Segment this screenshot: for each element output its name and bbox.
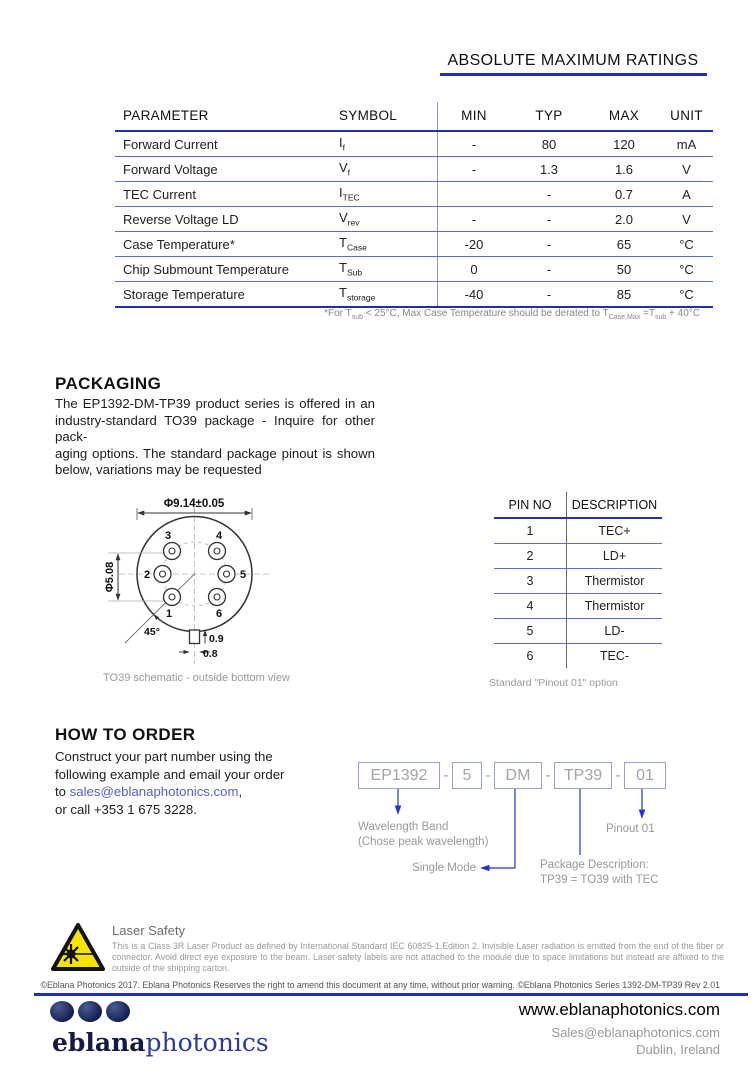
cell-parameter: Storage Temperature	[115, 282, 335, 308]
table-row	[115, 232, 713, 257]
title-underline	[440, 73, 707, 76]
order-line: Construct your part number using the	[55, 749, 273, 764]
table-row	[115, 131, 713, 157]
schematic-caption: TO39 schematic - outside bottom view	[103, 672, 290, 684]
cell-typ: -	[510, 257, 588, 282]
col-parameter: PARAMETER	[115, 102, 335, 131]
cell-max: 2.0	[588, 207, 660, 232]
cell-desc: Thermistor	[567, 594, 663, 619]
sales-email-link[interactable]: sales@eblanaphotonics.com	[69, 784, 239, 799]
cell-typ: 1.3	[510, 157, 588, 182]
cell-parameter: Chip Submount Temperature	[115, 257, 335, 282]
cell-max: 85	[588, 282, 660, 308]
footer-location: Dublin, Ireland	[636, 1042, 720, 1057]
cell-typ: 80	[510, 131, 588, 157]
logo-text-photonics: photonics	[145, 1028, 269, 1057]
table-row	[494, 594, 662, 619]
cell-min: -	[438, 157, 511, 182]
cell-pin: 3	[494, 569, 567, 594]
dim-outer-diameter: Φ9.14±0.05	[163, 498, 225, 510]
cell-min: -20	[438, 232, 511, 257]
col-symbol: SYMBOL	[335, 102, 438, 131]
dim-tab-width: 0.8	[203, 648, 218, 660]
part-number-diagram	[340, 750, 750, 905]
col-description: DESCRIPTION	[567, 492, 663, 518]
logo-dot-icon	[50, 1001, 74, 1022]
footer-website: www.eblanaphotonics.com	[518, 1000, 720, 1019]
part-segment-package: TP39	[554, 762, 612, 789]
part-dash: -	[545, 767, 551, 784]
eblana-logo-wordmark	[52, 1028, 269, 1057]
to39-schematic-diagram	[95, 486, 395, 686]
col-min: MIN	[438, 102, 511, 131]
table-row	[494, 544, 662, 569]
cell-symbol: $T_{Sub}$	[335, 257, 438, 282]
table-row	[115, 257, 713, 282]
cell-max: 0.7	[588, 182, 660, 207]
footer-contact-block	[519, 1000, 720, 1058]
pin-number: 6	[215, 608, 223, 620]
packaging-line: aging options. The standard package pinout is shown	[55, 445, 375, 461]
cell-unit: °C	[660, 257, 713, 282]
part-number-row	[358, 762, 666, 789]
wavelength-band-label: Wavelength Band (Chose peak wavelength)	[358, 821, 489, 848]
table-row	[115, 157, 713, 182]
ratings-table	[115, 102, 713, 308]
pinout-header-row	[494, 492, 662, 518]
ratings-footnote: *For $T_{sub} < 25^\circ C$, Max Case Temperature should be derated to $T_{Case,Max} =T_{sub} + 40^\circ C$	[324, 308, 700, 321]
cell-unit: mA	[660, 131, 713, 157]
pin-number: 1	[165, 608, 173, 620]
copyright-line: ©Eblana Photonics 2017. Eblana Photonics Reserves the right to amend this document at any time, without prior warning. ©Eblana Photonics Series 1392-DM-TP39 Rev 2.01	[40, 980, 720, 990]
laser-safety-text: This is a Class 3R Laser Product as defined by International Standard IEC 60825-1,Edition 2. Invisible Laser radiation is emitted from the end of the fiber or connector. Avoid direct eye exposure to the beam. Laser safety labels are not attached to the module due to space limitations but instead are affixed to the outside of the shipping carton.	[112, 941, 724, 973]
package-description-label: Package Description: TP39 = TO39 with TEC	[540, 859, 659, 886]
order-line: or call +353 1 675 3228.	[55, 801, 197, 817]
footer-divider	[34, 993, 748, 996]
part-segment-mode: DM	[494, 762, 542, 789]
how-to-order-heading: HOW TO ORDER	[55, 725, 196, 744]
order-line: following example and email your order	[55, 766, 285, 782]
pin-number: 5	[239, 569, 247, 581]
cell-min	[438, 182, 511, 207]
part-segment-variant: 5	[452, 762, 482, 789]
cell-unit: A	[660, 182, 713, 207]
cell-min: -40	[438, 282, 511, 308]
laser-warning-icon	[50, 921, 106, 973]
table-row	[115, 282, 713, 308]
cell-parameter: Forward Current	[115, 131, 335, 157]
eblana-logo-dots	[50, 1001, 130, 1022]
cell-typ: -	[510, 282, 588, 308]
col-typ: TYP	[510, 102, 588, 131]
part-segment-wavelength: EP1392	[358, 762, 440, 789]
cell-max: 120	[588, 131, 660, 157]
ratings-header-row	[115, 102, 713, 131]
logo-dot-icon	[78, 1001, 102, 1022]
cell-pin: 5	[494, 619, 567, 644]
part-segment-pinout: 01	[624, 762, 666, 789]
table-row	[115, 207, 713, 232]
packaging-heading: PACKAGING	[55, 374, 162, 393]
cell-pin: 1	[494, 518, 567, 544]
page-title: ABSOLUTE MAXIMUM RATINGS	[447, 52, 699, 69]
cell-max: 65	[588, 232, 660, 257]
cell-unit: °C	[660, 232, 713, 257]
packaging-line: industry-standard TO39 package - Inquire for other pack-	[55, 412, 375, 444]
cell-unit: °C	[660, 282, 713, 308]
table-row	[115, 182, 713, 207]
dim-tab-height: 0.9	[209, 633, 224, 645]
col-max: MAX	[588, 102, 660, 131]
cell-symbol: $V_f$	[335, 157, 438, 182]
table-row	[494, 569, 662, 594]
col-unit: UNIT	[660, 102, 713, 131]
table-row	[494, 619, 662, 644]
cell-desc: LD+	[567, 544, 663, 569]
dim-pin-circle: Φ5.08	[104, 561, 116, 593]
cell-min: -	[438, 131, 511, 157]
cell-max: 50	[588, 257, 660, 282]
cell-pin: 2	[494, 544, 567, 569]
table-row	[494, 644, 662, 669]
cell-max: 1.6	[588, 157, 660, 182]
angle-label: 45°	[144, 626, 160, 638]
how-to-order-paragraph	[55, 748, 355, 818]
col-pin-no: PIN NO	[494, 492, 567, 518]
cell-parameter: TEC Current	[115, 182, 335, 207]
cell-symbol: $I_{TEC}$	[335, 182, 438, 207]
packaging-line: The EP1392-DM-TP39 product series is offered in an	[55, 396, 375, 411]
cell-min: -	[438, 207, 511, 232]
cell-typ: -	[510, 232, 588, 257]
cell-symbol: $T_{storage}$	[335, 282, 438, 308]
order-line: to sales@eblanaphotonics.com,	[55, 784, 243, 799]
part-dash: -	[443, 767, 449, 784]
packaging-paragraph	[55, 396, 375, 479]
cell-parameter: Case Temperature*	[115, 232, 335, 257]
packaging-line: below, variations may be requested	[55, 462, 262, 477]
cell-desc: Thermistor	[567, 569, 663, 594]
cell-parameter: Reverse Voltage LD	[115, 207, 335, 232]
cell-pin: 4	[494, 594, 567, 619]
cell-pin: 6	[526, 649, 534, 663]
pin-number: 4	[215, 530, 223, 542]
cell-unit: V	[660, 207, 713, 232]
footer-email: Sales@eblanaphotonics.com	[551, 1025, 720, 1040]
pin-number: 2	[143, 569, 151, 581]
cell-desc: TEC+	[567, 518, 663, 544]
cell-typ: -	[510, 182, 588, 207]
single-mode-label: Single Mode	[412, 862, 476, 874]
laser-safety-heading: Laser Safety	[112, 923, 185, 938]
cell-desc: LD-	[567, 619, 663, 644]
cell-symbol: $T_{Case}$	[335, 232, 438, 257]
cell-typ: -	[510, 207, 588, 232]
cell-min: 0	[438, 257, 511, 282]
cell-symbol: $I_f$	[335, 131, 438, 157]
cell-symbol: $V_{rev}$	[335, 207, 438, 232]
logo-dot-icon	[106, 1001, 130, 1022]
pinout-01-label: Pinout 01	[606, 823, 655, 835]
pinout-caption: Standard "Pinout 01" option	[489, 677, 618, 689]
cell-desc: TEC-	[567, 644, 663, 669]
pinout-table	[494, 492, 662, 668]
pin-number: 3	[164, 530, 172, 542]
cell-unit: V	[660, 157, 713, 182]
part-dash: -	[615, 767, 621, 784]
table-row	[494, 518, 662, 544]
part-dash: -	[485, 767, 491, 784]
logo-text-eblana: eblana	[52, 1028, 146, 1057]
cell-parameter: Forward Voltage	[115, 157, 335, 182]
